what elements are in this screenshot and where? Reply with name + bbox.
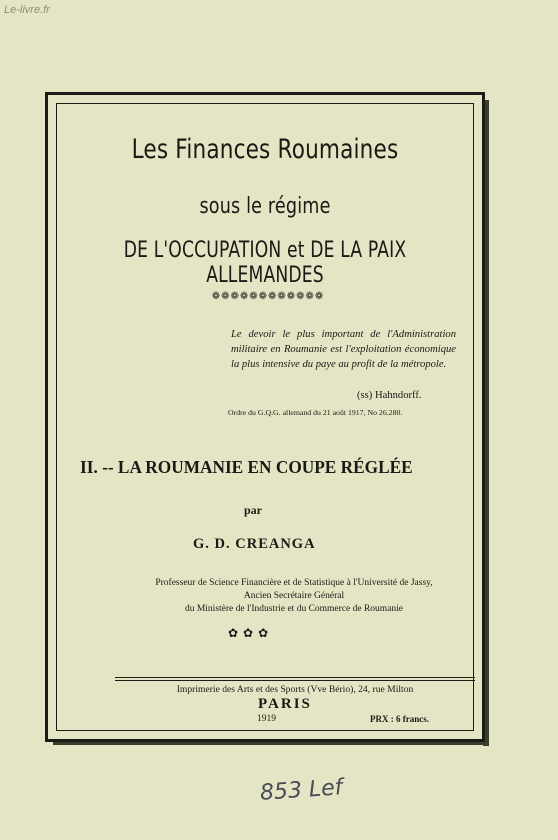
publication-city: PARIS (258, 696, 312, 712)
author-name: G. D. CREANGA (193, 536, 316, 552)
epigraph-text: Le devoir le plus important de l'Administration militaire en Roumanie est l'exploitation économique la plus intensive du paye au profit de la métropole. (231, 329, 456, 370)
cover-frame (45, 92, 485, 742)
affiliation-line-3: du Ministère de l'Industrie et du Commerce de Roumanie (184, 604, 404, 614)
printer-imprint: Imprimerie des Arts et des Sports (Vve Bério), 24, rue Milton (176, 684, 414, 695)
epigraph-order: Ordre du G.Q.G. allemand du 21 août 1917, No 26.280. (228, 408, 403, 417)
handwritten-note: 853 Lef (259, 775, 344, 806)
by-label: par (244, 503, 262, 517)
title-line-2: sous le régime (199, 194, 331, 219)
affiliation-line-1: Professeur de Science Financière et de Statistique à l'Université de Jassy, (155, 578, 433, 588)
ornament-divider: ❁❁❁❁❁❁❁❁❁❁❁❁ (211, 291, 325, 302)
title-line-3: DE L'OCCUPATION et DE LA PAIX ALLEMANDES (123, 238, 407, 288)
price-label: PRX : 6 francs. (370, 714, 429, 724)
imprint-rule-bottom (115, 680, 475, 681)
watermark-text: Le-livre.fr (4, 4, 50, 16)
affiliation-line-2: Ancien Secrétaire Général (243, 591, 345, 601)
epigraph-signature: (ss) Hahndorff. (357, 390, 422, 401)
subtitle: II. -- LA ROUMANIE EN COUPE RÉGLÉE (80, 457, 413, 477)
title-line-1: Les Finances Roumaines (131, 134, 399, 165)
stars-ornament: ✿✿✿ (228, 626, 274, 640)
publication-year: 1919 (257, 714, 276, 724)
imprint-rule-top (115, 677, 475, 678)
